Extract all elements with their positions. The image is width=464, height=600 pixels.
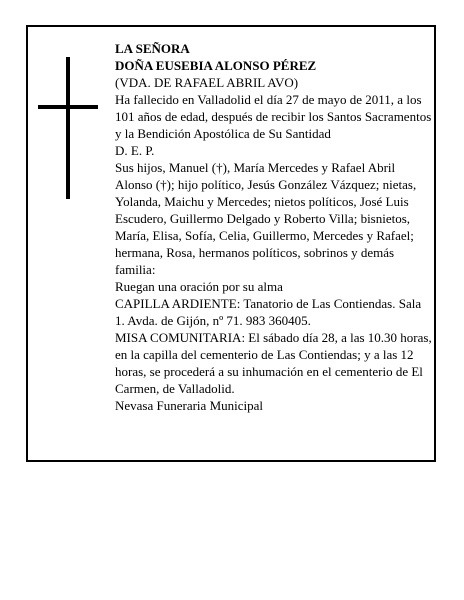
obituary-text — [115, 40, 433, 414]
deceased-name: DOÑA EUSEBIA ALONSO PÉREZ — [115, 58, 317, 73]
rip-text: D. E. P. — [115, 143, 155, 158]
cross-icon — [38, 57, 98, 199]
prayer-text: Ruegan una oración por su alma — [115, 279, 283, 294]
cross-vertical-bar — [66, 57, 70, 199]
family-text: Sus hijos, Manuel (†), María Mercedes y Rafael Abril Alonso (†); hijo político, Jesús González Vázquez; nietas, Yolanda, Maichu y Mercedes; nietos políticos, José Luis Escudero, Guillermo Delgado y Roberto Villa; bisnietos, María, Elisa, Sofía, Celia, Guillermo, Mercedes y Rafael; hermana, Rosa, hermanos políticos, sobrinos y demás familia: — [115, 160, 417, 277]
obituary-frame — [26, 25, 436, 462]
funeral-home: Nevasa Funeraria Municipal — [115, 398, 264, 413]
mass-text: MISA COMUNITARIA: El sábado día 28, a las 10.30 horas, en la capilla del cementerio de Las Contiendas; y a las 12 horas, se procederá a su inhumación en el cementerio de El Carmen, de Valladolid. — [115, 330, 432, 396]
widow-of: (VDA. DE RAFAEL ABRIL AVO) — [115, 75, 299, 90]
death-text: Ha fallecido en Valladolid el día 27 de mayo de 2011, a los 101 años de edad, después de recibir los Santos Sacramentos y la Bendición Apostólica de Su Santidad — [115, 92, 432, 141]
notice-title: LA SEÑORA — [115, 41, 190, 56]
chapel-text: CAPILLA ARDIENTE: Tanatorio de Las Contiendas. Sala 1. Avda. de Gijón, nº 71. 983 360405. — [115, 296, 422, 328]
cross-horizontal-bar — [38, 105, 98, 109]
